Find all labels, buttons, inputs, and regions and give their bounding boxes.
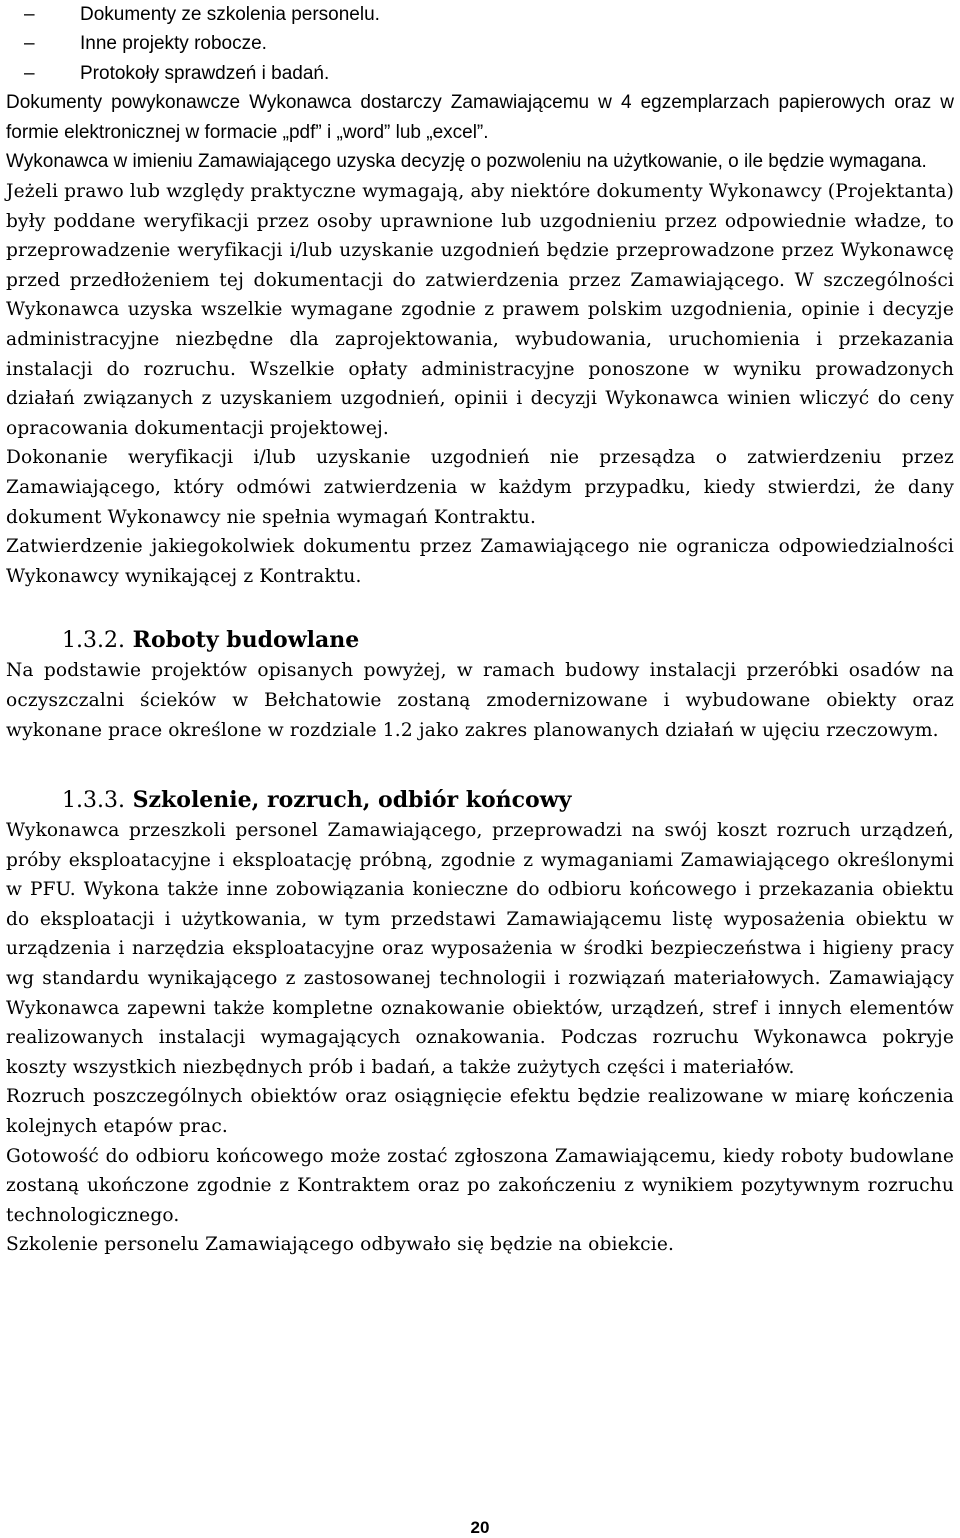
document-page	[6, 0, 954, 1260]
dash-icon: –	[24, 62, 35, 84]
section-title: Szkolenie, rozruch, odbiór końcowy	[132, 787, 572, 814]
paragraph-approval: Dokonanie weryfikacji i/lub uzyskanie uzgodnień nie przesądza o zatwierdzeniu przez Zamawiającego, który odmówi zatwierdzenia w każdym przypadku, kiedy stwierdzi, że dany dokument Wykonawcy nie spełnia wymagań Kontraktu.	[6, 447, 954, 528]
paragraph-permit: Wykonawca w imieniu Zamawiającego uzyska decyzję o pozwoleniu na użytkowanie, o ile będzie wymagana.	[6, 151, 927, 173]
page-number: 20	[470, 1518, 490, 1537]
section-number: 1.3.3.	[62, 788, 125, 814]
paragraph-responsibility: Zatwierdzenie jakiegokolwiek dokumentu przez Zamawiającego nie ogranicza odpowiedzialności Wykonawcy wynikającej z Kontraktu.	[6, 536, 954, 587]
paragraph-onsite-training: Szkolenie personelu Zamawiającego odbywało się będzie na obiekcie.	[6, 1234, 675, 1256]
list-item: – Dokumenty ze szkolenia personelu.	[6, 0, 954, 29]
bullet-list	[6, 0, 954, 88]
paragraph-construction-works: Na podstawie projektów opisanych powyżej, w ramach budowy instalacji przeróbki osadów na oczyszczalni ścieków w Bełchatowie zostaną zmodernizowane i wybudowane obiekty oraz wykonane prace określone w rozdziale 1.2 jako zakres planowanych działań w ujęciu rzeczowym.	[6, 660, 954, 741]
section-heading-1-3-3	[6, 785, 954, 816]
list-item: – Inne projekty robocze.	[6, 29, 954, 58]
paragraph-training: Wykonawca przeszkoli personel Zamawiającego, przeprowadzi na swój koszt rozruch urządzeń, próby eksploatacyjne i eksploatację próbną, zgodnie z wymaganiami Zamawiającego określonymi w PFU. Wykona także inne zobowiązania konieczne do odbioru końcowego i przekazania obiektu do eksploatacji i użytkowania, w tym przedstawi Zamawiającemu listę wyposażenia obiektu w urządzenia i narzędzia eksploatacyjne oraz wyposażenia w środki bezpieczeństwa i higieny pracy wg standardu wynikającego z zastosowanej technologii i rozwiązań materiałowych. Zamawiający Wykonawca zapewni także kompletne oznakowanie obiektów, urządzeń, stref i innych elementów realizowanych instalacji wymagających oznakowania. Podczas rozruchu Wykonawca pokryje koszty wszystkich niezbędnych prób i badań, a także zużytych części i materiałów.	[6, 820, 954, 1078]
paragraph-final-acceptance: Gotowość do odbioru końcowego może zostać zgłoszona Zamawiającemu, kiedy roboty budowlane zostaną ukończone zgodnie z Kontraktem oraz po zakończeniu z wynikiem pozytywnym rozruchu technologicznego.	[6, 1145, 954, 1226]
section-heading-1-3-2	[6, 625, 954, 656]
dash-icon: –	[24, 33, 35, 55]
dash-icon: –	[24, 4, 35, 25]
list-item: – Protokoły sprawdzeń i badań.	[6, 59, 954, 88]
section-number: 1.3.2.	[62, 628, 125, 654]
paragraph-verification: Jeżeli prawo lub względy praktyczne wymagają, aby niektóre dokumenty Wykonawcy (Projektanta) były poddane weryfikacji przez osoby uprawnione lub uzgodnieniu przez odpowiednie władze, to przeprowadzenie weryfikacji i/lub uzyskanie uzgodnień będzie przeprowadzone przez Wykonawcę przed przedłożeniem tej dokumentacji do zatwierdzenia przez Zamawiającego. W szczególności Wykonawca uzyska wszelkie wymagane zgodnie z prawem polskim uzgodnienia, opinie i decyzje administracyjne niezbędne dla zaprojektowania, wybudowania, uruchomienia i przekazania instalacji do rozruchu. Wszelkie opłaty administracyjne ponoszone w wyniku prowadzonych działań związanych z uzyskaniem uzgodnień, opinii i decyzji Wykonawca winien wliczyć do ceny opracowania dokumentacji projektowej.	[6, 181, 954, 439]
paragraph-startup: Rozruch poszczególnych obiektów oraz osiągnięcie efektu będzie realizowane w miarę kończenia kolejnych etapów prac.	[6, 1086, 954, 1138]
paragraph-deliverables: Dokumenty powykonawcze Wykonawca dostarczy Zamawiającemu w 4 egzemplarzach papierowych oraz w formie elektronicznej w formacie „pdf” i „word” lub „excel”.	[6, 92, 954, 143]
section-title: Roboty budowlane	[132, 627, 360, 654]
